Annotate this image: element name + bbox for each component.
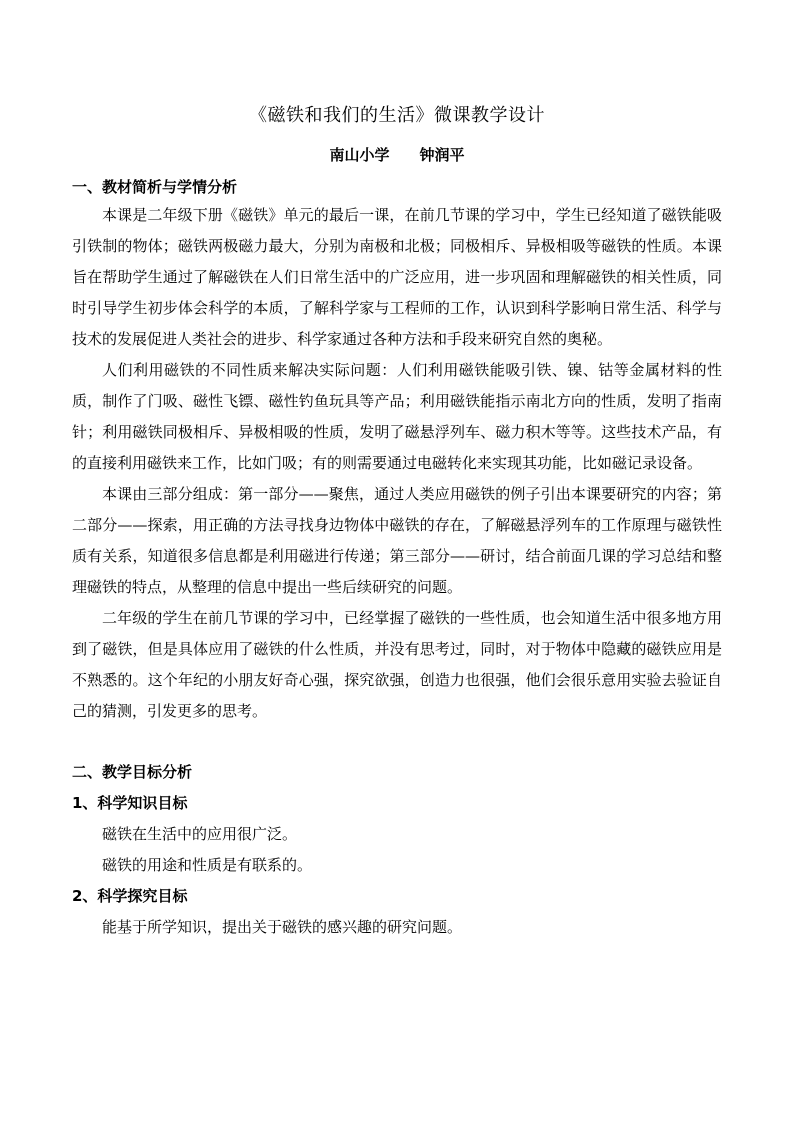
paragraph-lesson-structure: 本课由三部分组成：第一部分——聚焦，通过人类应用磁铁的例子引出本课要研究的内容；第二部分——探索，用正确的方法寻找身边物体中磁铁的存在，了解磁悬浮列车的工作原理与磁铁性质有关系，知道很多信息都是利用磁进行传递；第三部分——研讨，结合前面几课的学习总结和整理磁铁的特点，从整理的信息中提出一些后续研究的问题。 [72,485,722,596]
objective-item: 磁铁在生活中的应用很广泛。 [102,825,298,843]
subheading-inquiry-objectives: 2、科学探究目标 [72,887,188,905]
document-body [72,174,722,943]
document-byline [0,144,794,166]
school-name: 南山小学 [329,146,390,164]
paragraph-magnet-applications: 人们利用磁铁的不同性质来解决实际问题：人们利用磁铁能吸引铁、镍、钴等金属材料的性质，制作了门吸、磁性飞镖、磁性钓鱼玩具等产品；利用磁铁能指示南北方向的性质，发明了指南针；利用磁铁同极相斥、异极相吸的性质，发明了磁悬浮列车、磁力积木等等。这些技术产品，有的直接利用磁铁来工作，比如门吸；有的则需要通过电磁转化来实现其功能，比如磁记录设备。 [72,361,722,472]
author-name: 钟润平 [419,146,465,164]
paragraph-student-analysis: 二年级的学生在前几节课的学习中，已经掌握了磁铁的一些性质，也会知道生活中很多地方用到了磁铁，但是具体应用了磁铁的什么性质，并没有思考过，同时，对于物体中隐藏的磁铁应用是不熟悉的。这个年纪的小朋友好奇心强，探究欲强，创造力也很强，他们会很乐意用实验去验证自己的猜测，引发更多的思考。 [72,609,722,720]
document-title: 《磁铁和我们的生活》微课教学设计 [249,105,545,126]
objective-item: 能基于所学知识，提出关于磁铁的感兴趣的研究问题。 [102,918,463,936]
subheading-knowledge-objectives: 1、科学知识目标 [72,794,188,812]
section-heading-analysis: 一、教材简析与学情分析 [72,178,238,196]
section-spacer [72,727,722,757]
objective-item: 磁铁的用途和性质是有联系的。 [102,856,313,874]
paragraph-lesson-overview: 本课是二年级下册《磁铁》单元的最后一课，在前几节课的学习中，学生已经知道了磁铁能吸引铁制的物体；磁铁两极磁力最大，分别为南极和北极；同极相斥、异极相吸等磁铁的性质。本课旨在帮助学生通过了解磁铁在人们日常生活中的广泛应用，进一步巩固和理解磁铁的相关性质，同时引导学生初步体会科学的本质，了解科学家与工程师的工作，认识到科学影响日常生活、科学与技术的发展促进人类社会的进步、科学家通过各种方法和手段来研究自然的奥秘。 [72,206,722,348]
section-heading-objectives: 二、教学目标分析 [72,763,193,781]
